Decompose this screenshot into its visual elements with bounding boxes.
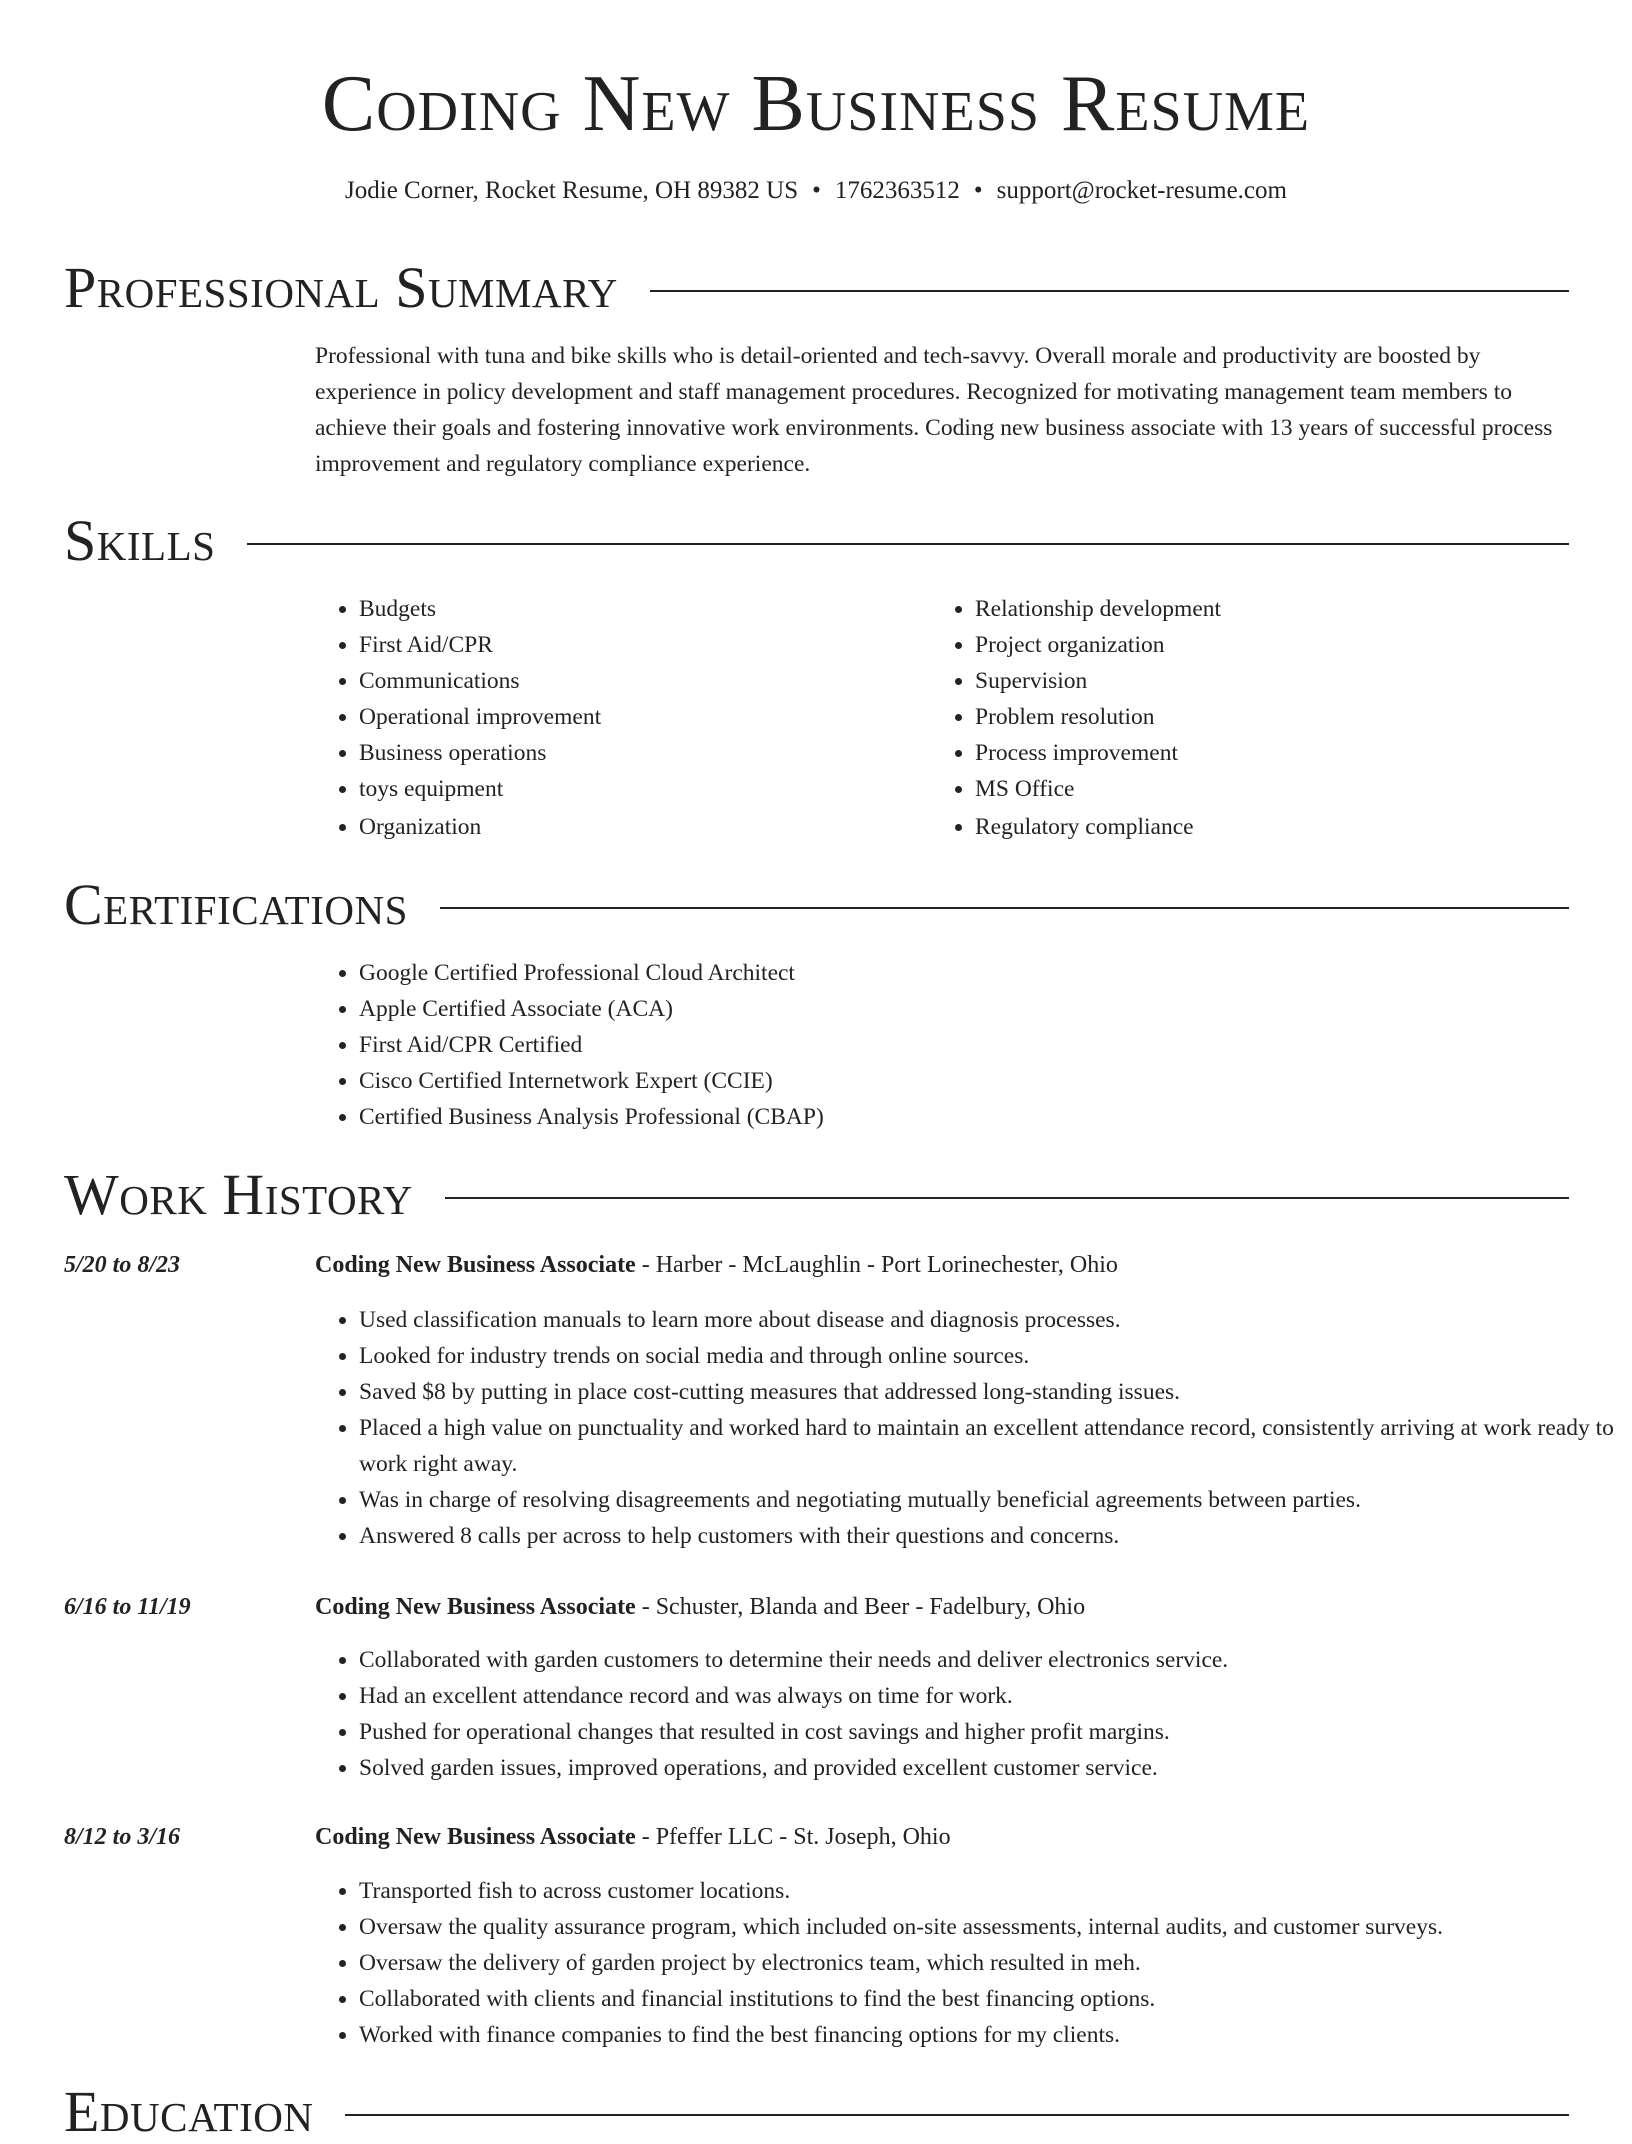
list-item: • First Aid/CPR [359, 627, 959, 663]
list-item: • Apple Certified Associate (ACA) [359, 991, 1615, 1027]
list-item: • Pushed for operational changes that resulted in cost savings and higher profit margins. [359, 1714, 1615, 1750]
section-education [64, 2080, 1569, 2144]
list-item: • Was in charge of resolving disagreements and negotiating mutually beneficial agreements between parties. [359, 1482, 1615, 1518]
section-heading: Professional Summary [64, 255, 618, 320]
list-item: • Problem resolution [975, 699, 1595, 735]
list-item: • Google Certified Professional Cloud Architect [359, 955, 1615, 991]
contact-line [0, 174, 1632, 208]
job-details: - Pfeffer LLC - St. Joseph, Ohio [635, 1824, 951, 1850]
list-item: • Looked for industry trends on social media and through online sources. [359, 1338, 1615, 1374]
contact-phone: 1762363512 [834, 177, 960, 204]
job-bullets [315, 1302, 1615, 1554]
job-header [315, 1248, 1571, 1282]
list-item: • Transported fish to across customer locations. [359, 1873, 1615, 1909]
list-item: • First Aid/CPR Certified [359, 1027, 1615, 1063]
job-bullets [315, 1873, 1615, 2053]
job-header [315, 1590, 1571, 1624]
list-item: • toys equipment [359, 771, 959, 807]
job-bullets [315, 1642, 1615, 1786]
list-item: • MS Office [975, 771, 1595, 807]
contact-separator: • [973, 177, 983, 204]
list-item: • Solved garden issues, improved operations, and provided excellent customer service. [359, 1750, 1615, 1786]
section-professional-summary [64, 256, 1569, 320]
list-item: • Relationship development [975, 591, 1595, 627]
resume-title: Coding New Business Resume [321, 60, 1311, 148]
job-header [315, 1820, 1571, 1854]
list-item: • Collaborated with garden customers to determine their needs and deliver electronics service. [359, 1642, 1615, 1678]
list-item: • Project organization [975, 627, 1595, 663]
job-dates: 8/12 to 3/16 [64, 1824, 181, 1850]
list-item: • Communications [359, 663, 959, 699]
contact-separator: • [812, 177, 821, 204]
list-item: • Oversaw the delivery of garden project by electronics team, which resulted in meh. [359, 1945, 1615, 1981]
list-item: • Organization [359, 809, 959, 845]
job-title: Coding New Business Associate [315, 1252, 636, 1278]
section-heading: Education [64, 2079, 314, 2144]
list-item: • Had an excellent attendance record and was always on time for work. [359, 1678, 1615, 1714]
job-title: Coding New Business Associate [315, 1824, 636, 1850]
list-item: • Regulatory compliance [975, 809, 1595, 845]
list-item: • Supervision [975, 663, 1595, 699]
list-item: • Saved $8 by putting in place cost-cutting measures that addressed long-standing issues. [359, 1374, 1615, 1410]
section-heading: Skills [64, 508, 216, 573]
list-item: • Placed a high value on punctuality and worked hard to maintain an excellent attendance record, consistently arriving at work ready to work right away. [359, 1410, 1615, 1482]
skills-list-left [315, 591, 959, 845]
contact-address: Jodie Corner, Rocket Resume, OH 89382 US [345, 177, 799, 204]
list-item: • Business operations [359, 735, 959, 771]
job-details: - Schuster, Blanda and Beer - Fadelbury, Ohio [635, 1594, 1086, 1620]
list-item: • Certified Business Analysis Professional (CBAP) [359, 1099, 1615, 1135]
list-item: • Process improvement [975, 735, 1595, 771]
list-item: • Used classification manuals to learn more about disease and diagnosis processes. [359, 1302, 1615, 1338]
section-certifications [64, 873, 1569, 937]
list-item: • Worked with finance companies to find the best financing options for my clients. [359, 2017, 1615, 2053]
section-skills [64, 509, 1569, 573]
section-divider [440, 907, 1569, 909]
section-heading: Certifications [64, 872, 408, 937]
section-divider [247, 543, 1569, 545]
section-divider [445, 1197, 1569, 1199]
list-item: • Operational improvement [359, 699, 959, 735]
list-item: • Budgets [359, 591, 959, 627]
list-item: • Oversaw the quality assurance program, which included on-site assessments, internal audits, and customer surveys. [359, 1909, 1615, 1945]
list-item: • Collaborated with clients and financial institutions to find the best financing options. [359, 1981, 1615, 2017]
job-title: Coding New Business Associate [315, 1594, 636, 1620]
job-dates: 6/16 to 11/19 [64, 1594, 191, 1620]
list-item: • Cisco Certified Internetwork Expert (CCIE) [359, 1063, 1615, 1099]
job-details: - Harber - McLaughlin - Port Lorinechester, Ohio [635, 1252, 1118, 1278]
list-item: • Answered 8 calls per across to help customers with their questions and concerns. [359, 1518, 1615, 1554]
section-heading: Work History [64, 1162, 413, 1227]
job-dates: 5/20 to 8/23 [64, 1252, 181, 1278]
certifications-list [315, 955, 1615, 1135]
section-divider [345, 2114, 1569, 2116]
summary-text: Professional with tuna and bike skills who is detail-oriented and tech-savvy. Overall morale and productivity are boosted by experience in policy development and staff management procedures. Recognized for motivating management team members to achieve their goals and fostering innovative work environments. Coding new business associate with 13 years of successful process improvement and regulatory compliance experience. [315, 343, 1553, 477]
contact-email: support@rocket-resume.com [996, 177, 1287, 204]
section-work-history [64, 1163, 1569, 1227]
section-divider [650, 290, 1569, 292]
skills-list-right [931, 591, 1595, 845]
